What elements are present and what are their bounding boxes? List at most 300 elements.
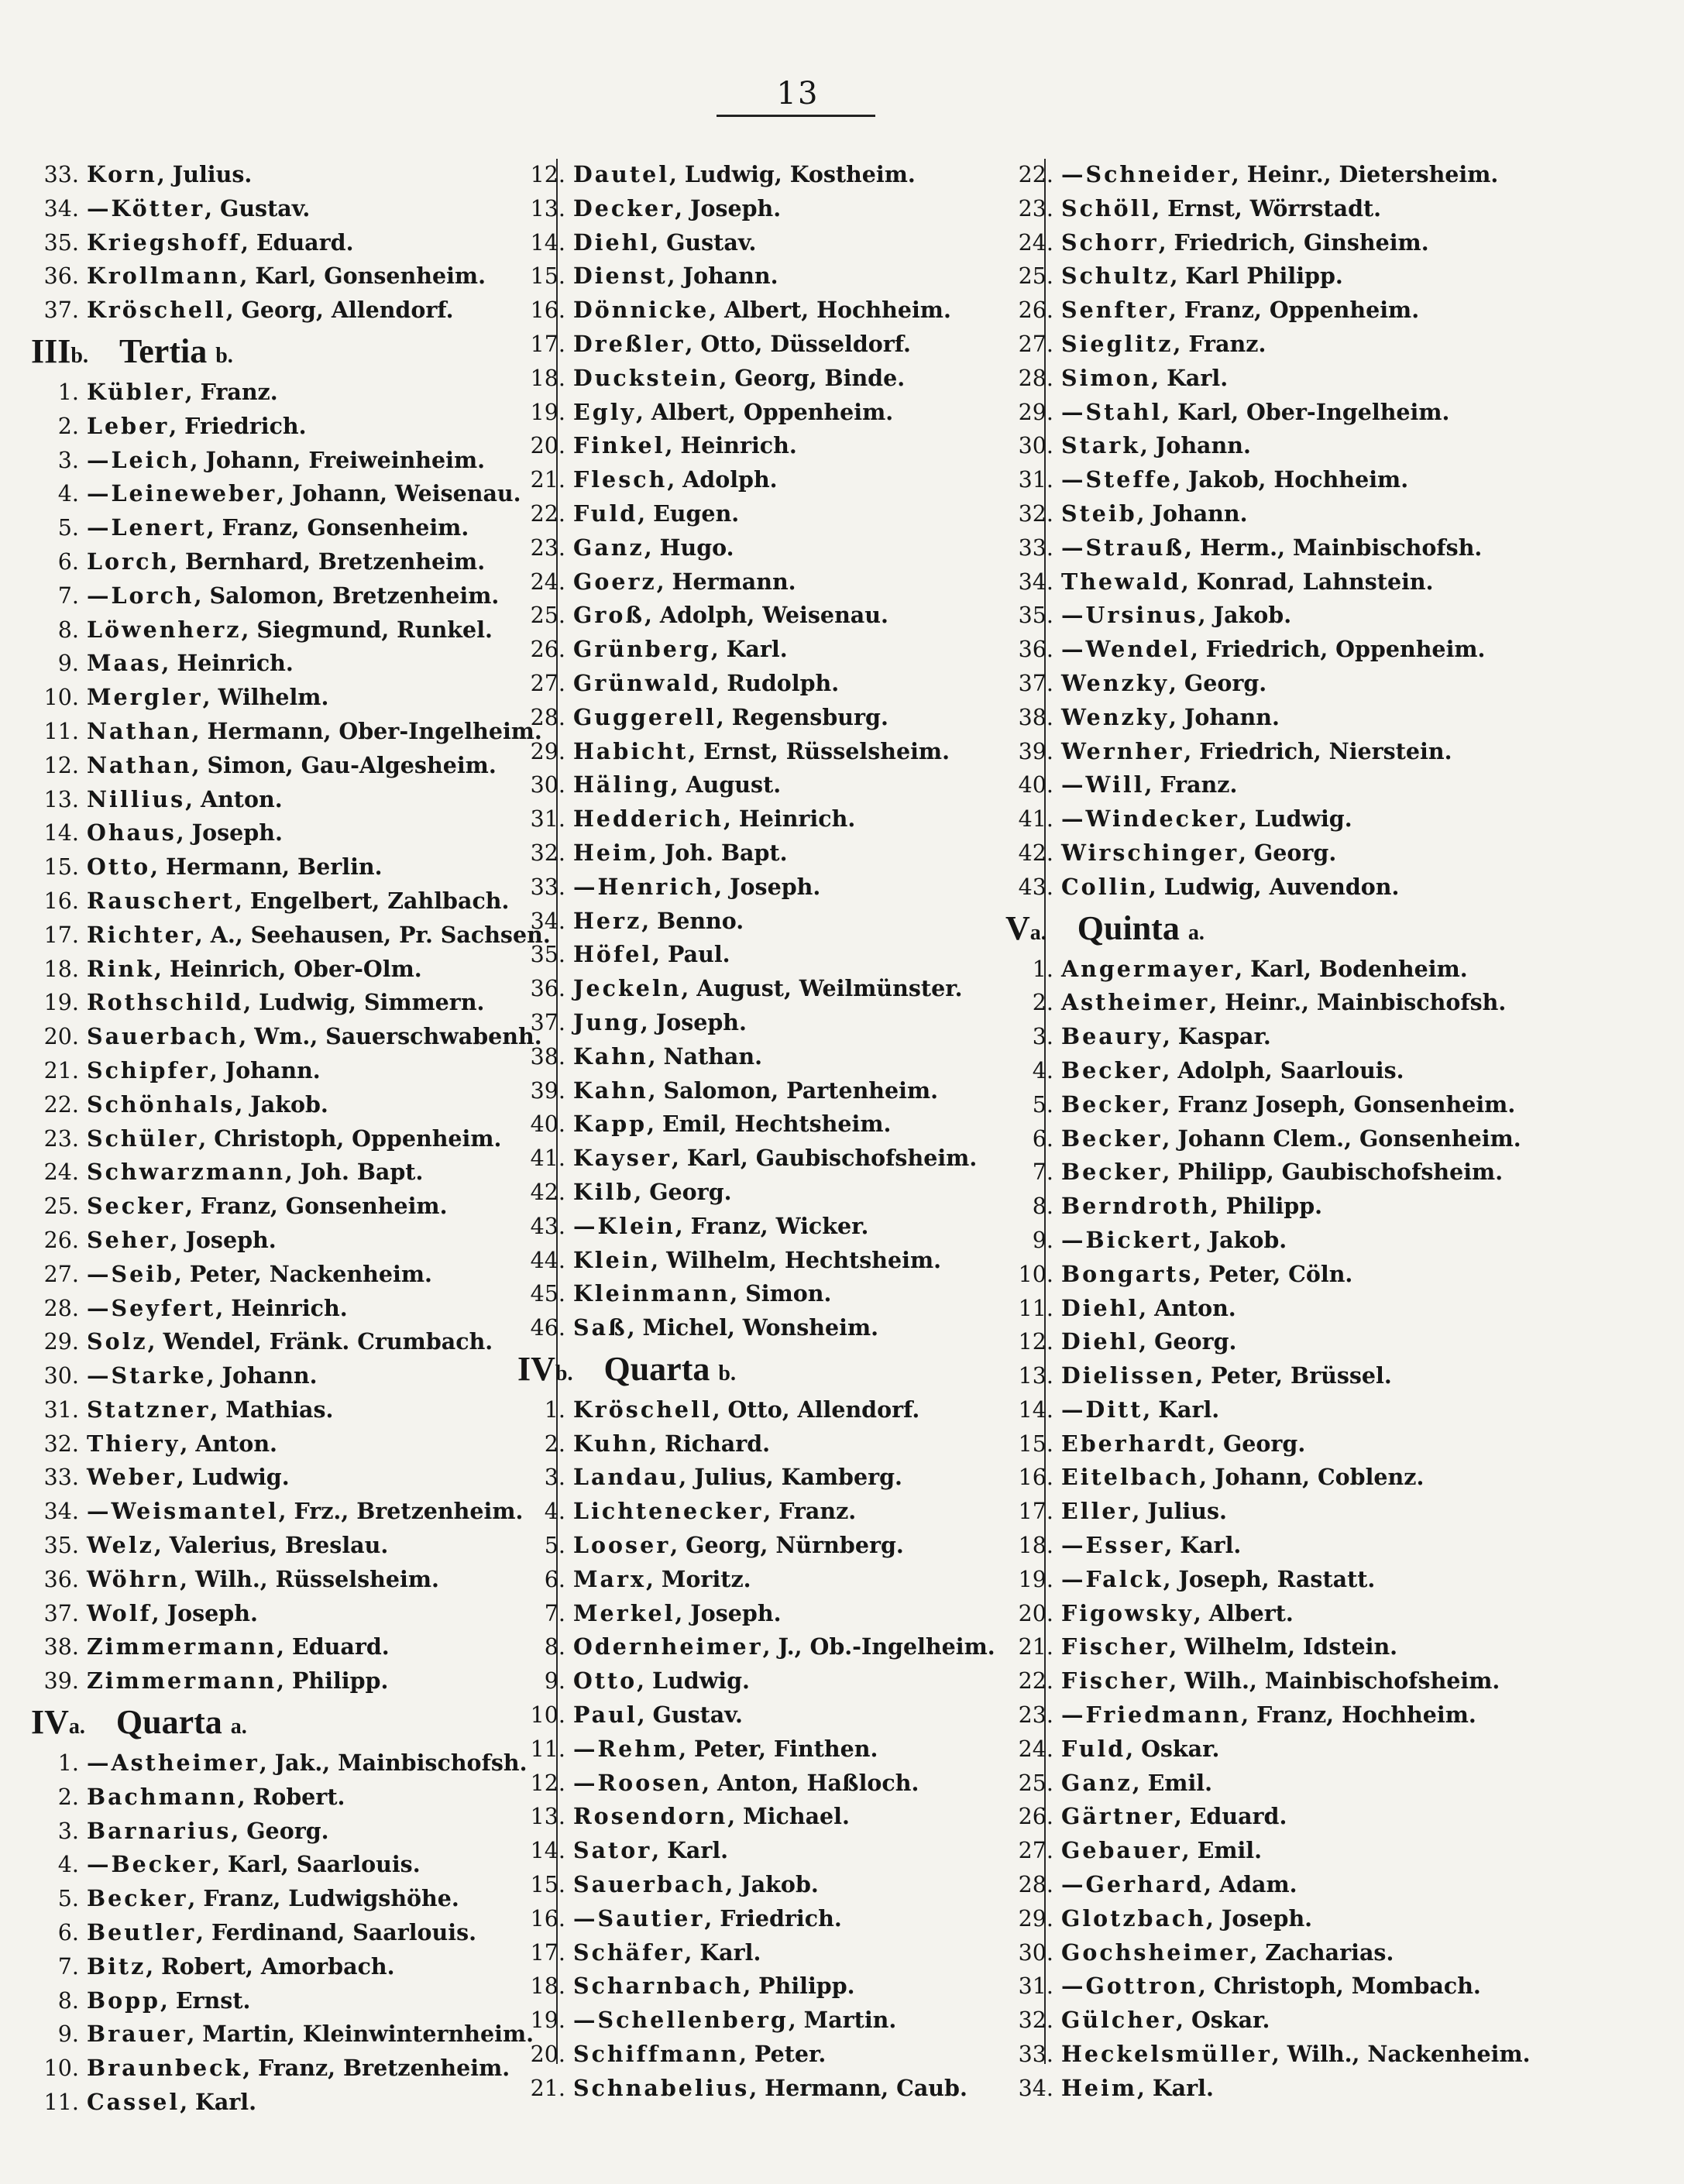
- entry-number: 21.: [530, 2075, 565, 2101]
- entry-surname: Zimmermann: [87, 1667, 277, 1695]
- entry-details: , Jakob.: [1198, 602, 1292, 629]
- entry-number: 25.: [1018, 263, 1053, 290]
- entry-number: 46.: [530, 1315, 565, 1341]
- student-entry: [1005, 259, 1672, 294]
- entry-details: , Hermann, Berlin.: [150, 853, 383, 881]
- student-entry: [517, 1311, 1038, 1345]
- student-entry: [517, 1767, 1038, 1801]
- student-entry: [1005, 294, 1672, 328]
- entry-details: , Anton.: [180, 1430, 277, 1457]
- entry-number: 32.: [530, 840, 565, 866]
- entry-details: , Johann.: [667, 263, 778, 290]
- entry-number: 44.: [530, 1247, 565, 1273]
- entry-details: , Johann Clem., Gonsenheim.: [1162, 1125, 1521, 1152]
- entry-details: , Michael.: [727, 1803, 850, 1830]
- entry-number: 33.: [1018, 2041, 1053, 2068]
- entry-surname: Zimmermann: [87, 1633, 277, 1660]
- entry-surname: Leber: [87, 412, 170, 439]
- entry-number: 10.: [1018, 1261, 1053, 1287]
- entry-number: 29.: [1018, 399, 1053, 425]
- entry-number: 41.: [1018, 806, 1053, 833]
- entry-surname: Richter: [87, 921, 195, 948]
- student-entry: [31, 1427, 550, 1461]
- entry-surname: Gülcher: [1061, 2007, 1177, 2034]
- entry-surname: Astheimer: [1061, 989, 1210, 1016]
- entry-surname: —Stahl: [1061, 398, 1163, 425]
- entry-surname: Wirschinger: [1061, 839, 1239, 866]
- entry-surname: Beaury: [1061, 1023, 1163, 1050]
- entry-number: 16.: [530, 297, 565, 324]
- entry-number: 15.: [43, 854, 79, 881]
- section-roman: V: [1005, 908, 1030, 947]
- entry-details: , Wilhelm.: [202, 684, 329, 711]
- entry-details: , Konrad, Lahnstein.: [1181, 568, 1434, 595]
- entry-details: , Ernst.: [160, 1987, 251, 2014]
- entry-details: , Karl, Ober-Ingelheim.: [1162, 398, 1450, 425]
- entry-number: 29.: [43, 1329, 79, 1355]
- entry-number: 23.: [1018, 195, 1053, 221]
- student-entry: [31, 1848, 550, 1882]
- section-roman-suffix: a.: [1029, 920, 1046, 945]
- entry-surname: Wenzky: [1061, 703, 1170, 730]
- entry-surname: Lorch: [87, 548, 170, 575]
- entry-number: 26.: [43, 1227, 79, 1253]
- entry-number: 22.: [530, 500, 565, 527]
- entry-details: , Joseph.: [714, 873, 821, 900]
- entry-number: 22.: [1018, 1668, 1053, 1695]
- section-heading: [1005, 905, 1672, 953]
- student-entry: [31, 579, 550, 613]
- entry-number: 31.: [1018, 1973, 1053, 2000]
- section-class-number: [1005, 905, 1046, 957]
- entry-details: , Karl.: [1164, 1532, 1242, 1559]
- entry-details: , Joh. Bapt.: [649, 839, 788, 866]
- entry-details: , Frz., Bretzenheim.: [278, 1498, 524, 1525]
- entry-details: , Karl Philipp.: [1170, 263, 1343, 290]
- entry-surname: Kröschell: [87, 297, 226, 324]
- entry-number: 21.: [1018, 1634, 1053, 1660]
- entry-number: 9.: [57, 2021, 79, 2048]
- student-entry: [31, 1664, 550, 1698]
- entry-details: , Bernhard, Bretzenheim.: [170, 548, 486, 575]
- student-entry: [1005, 429, 1672, 463]
- student-entry: [1005, 531, 1672, 565]
- entry-surname: Glotzbach: [1061, 1904, 1206, 1932]
- entry-details: , August, Weilmünster.: [681, 975, 963, 1002]
- entry-number: 33.: [1018, 534, 1053, 561]
- student-entry: [517, 871, 1038, 905]
- entry-surname: Ohaus: [87, 819, 177, 846]
- student-entry: [1005, 396, 1672, 430]
- student-entry: [31, 2017, 550, 2052]
- entry-number: 19.: [530, 399, 565, 425]
- entry-surname: Heckelsmüller: [1061, 2041, 1272, 2068]
- entry-number: 29.: [1018, 1905, 1053, 1932]
- entry-surname: Schwarzmann: [87, 1159, 285, 1186]
- entry-details: , Wilhelm, Idstein.: [1169, 1633, 1398, 1660]
- entry-surname: Kahn: [573, 1042, 648, 1070]
- entry-number: 32.: [1018, 2007, 1053, 2034]
- entry-number: 27.: [43, 1261, 79, 1287]
- entry-number: 8.: [57, 616, 79, 643]
- entry-surname: Kübler: [87, 378, 185, 405]
- entry-details: , Wilh., Nackenheim.: [1271, 2041, 1531, 2068]
- entry-surname: Bachmann: [87, 1783, 238, 1810]
- entry-details: , Johann.: [206, 1362, 318, 1389]
- student-entry: [1005, 1868, 1672, 1902]
- entry-details: , Eduard.: [1174, 1803, 1287, 1830]
- student-entry: [31, 715, 550, 749]
- student-entry: [517, 633, 1038, 667]
- student-entry: [517, 1597, 1038, 1631]
- entry-number: 22.: [1018, 162, 1053, 187]
- entry-details: , Adolph.: [667, 466, 778, 493]
- section-class-name: [116, 1698, 247, 1751]
- entry-surname: Kleinmann: [573, 1280, 730, 1307]
- student-entry: [517, 259, 1038, 294]
- entry-details: , Friedrich.: [704, 1904, 842, 1932]
- entry-surname: Looser: [573, 1532, 671, 1559]
- entry-surname: Herz: [573, 907, 642, 934]
- student-entry: [517, 938, 1038, 972]
- entry-number: 5.: [1032, 1091, 1053, 1118]
- entry-surname: Egly: [573, 398, 637, 425]
- entry-surname: Merkel: [573, 1599, 675, 1626]
- entry-details: , Eduard.: [240, 228, 354, 256]
- entry-number: 19.: [43, 990, 79, 1016]
- entry-surname: Senfter: [1061, 297, 1170, 324]
- entry-surname: Dreßler: [573, 330, 686, 357]
- entry-number: 39.: [43, 1668, 79, 1695]
- section-class-number: [517, 1345, 572, 1398]
- entry-surname: Diehl: [1061, 1328, 1139, 1355]
- entry-surname: Sauerbach: [573, 1871, 726, 1898]
- entry-surname: —Klein: [573, 1212, 675, 1239]
- entry-number: 31.: [43, 1396, 79, 1423]
- entry-surname: Höfel: [573, 941, 653, 968]
- entry-details: , Karl, Bodenheim.: [1235, 955, 1468, 982]
- student-entry: [1005, 701, 1672, 735]
- entry-surname: Kapp: [573, 1111, 648, 1138]
- entry-number: 19.: [1018, 1566, 1053, 1592]
- entry-details: , Anton, Haßloch.: [702, 1769, 919, 1796]
- entry-surname: Eller: [1061, 1498, 1132, 1525]
- entry-number: 4.: [57, 481, 79, 507]
- entry-number: 30.: [43, 1363, 79, 1389]
- entry-details: , Heinr., Mainbischofsh.: [1209, 989, 1507, 1016]
- entry-number: 26.: [1018, 297, 1053, 324]
- entry-details: , Ernst, Wörrstadt.: [1152, 194, 1382, 221]
- entry-number: 35.: [1018, 603, 1053, 629]
- section-roman-suffix: a.: [68, 1715, 85, 1739]
- entry-surname: Schiffmann: [573, 2041, 740, 2068]
- entry-details: , Franz.: [1144, 771, 1238, 798]
- student-entry: [1005, 1427, 1672, 1461]
- student-entry: [517, 701, 1038, 735]
- entry-number: 12.: [43, 752, 79, 778]
- entry-details: , Martin, Kleinwinternheim.: [187, 2021, 534, 2048]
- entry-details: , Albert, Oppenheim.: [636, 398, 894, 425]
- entry-number: 28.: [1018, 365, 1053, 391]
- student-entry: [517, 1107, 1038, 1142]
- column-left: [31, 158, 550, 2120]
- entry-number: 17.: [43, 922, 79, 948]
- entry-surname: —Friedmann: [1061, 1702, 1242, 1729]
- entry-surname: Becker: [1061, 1125, 1163, 1152]
- entry-details: , Paul.: [652, 941, 730, 968]
- entry-number: 21.: [43, 1057, 79, 1083]
- entry-details: , Nathan.: [648, 1042, 763, 1070]
- entry-number: 2.: [57, 413, 79, 439]
- entry-surname: Cassel: [87, 2089, 180, 2116]
- student-entry: [517, 1732, 1038, 1767]
- entry-surname: Figowsky: [1061, 1599, 1194, 1626]
- entry-surname: Hedderich: [573, 805, 723, 833]
- entry-number: 33.: [43, 1465, 79, 1491]
- entry-number: 14.: [43, 820, 79, 846]
- student-entry: [31, 1781, 550, 1815]
- entry-surname: Fuld: [573, 500, 638, 527]
- section-name-suffix: b.: [215, 343, 233, 368]
- entry-number: 4.: [57, 1852, 79, 1878]
- entry-details: , Moritz.: [646, 1565, 751, 1592]
- section-name: Quinta: [1077, 908, 1180, 947]
- entry-details: , Karl.: [1143, 1396, 1220, 1423]
- student-entry: [31, 1882, 550, 1916]
- entry-surname: Groß: [573, 602, 645, 629]
- entry-surname: —Will: [1061, 771, 1145, 798]
- entry-number: 6.: [57, 548, 79, 575]
- entry-surname: Guggerell: [573, 703, 717, 730]
- entry-details: , Herm., Mainbischofsh.: [1184, 534, 1483, 561]
- entry-details: , Heinrich.: [723, 805, 856, 833]
- student-entry: [517, 1969, 1038, 2004]
- student-entry: [31, 816, 550, 850]
- entry-number: 3.: [1032, 1024, 1053, 1050]
- entry-details: , Ludwig.: [637, 1667, 750, 1695]
- student-entry: [1005, 1800, 1672, 1834]
- entry-number: 21.: [530, 467, 565, 493]
- entry-number: 36.: [43, 1566, 79, 1592]
- student-entry: [1005, 1122, 1672, 1156]
- student-entry: [1005, 1292, 1672, 1326]
- entry-details: , Peter, Cöln.: [1193, 1260, 1353, 1287]
- entry-surname: Sieglitz: [1061, 330, 1174, 357]
- entry-surname: Odernheimer: [573, 1633, 763, 1660]
- student-entry: [1005, 1461, 1672, 1495]
- entry-number: 45.: [530, 1281, 565, 1307]
- entry-details: , Franz, Bretzenheim.: [242, 2055, 510, 2082]
- student-entry: [1005, 986, 1672, 1020]
- entry-details: , Adolph, Weisenau.: [644, 602, 888, 629]
- student-entry: [31, 1529, 550, 1563]
- student-entry: [517, 226, 1038, 260]
- entry-number: 9.: [544, 1668, 565, 1695]
- entry-surname: Kahn: [573, 1077, 648, 1104]
- entry-details: , Karl, Saarlouis.: [211, 1851, 421, 1878]
- entry-number: 3.: [57, 1818, 79, 1844]
- entry-surname: Nathan: [87, 717, 192, 744]
- entry-details: , Mathias.: [210, 1396, 334, 1423]
- entry-surname: Ganz: [1061, 1769, 1132, 1796]
- entry-number: 39.: [530, 1077, 565, 1104]
- student-entry: [31, 1224, 550, 1258]
- entry-number: 17.: [530, 331, 565, 357]
- student-entry: [517, 1142, 1038, 1176]
- entry-details: , Wilh., Mainbischofsheim.: [1169, 1667, 1500, 1695]
- entry-number: 25.: [530, 603, 565, 629]
- student-entry: [517, 463, 1038, 497]
- entry-details: , Gustav.: [637, 1702, 743, 1729]
- entry-number: 16.: [43, 888, 79, 914]
- entry-details: , Franz, Gonsenheim.: [184, 1193, 448, 1220]
- entry-number: 32.: [1018, 500, 1053, 527]
- entry-number: 13.: [43, 786, 79, 812]
- entry-details: , Karl.: [684, 1938, 761, 1966]
- student-entry: [517, 1800, 1038, 1834]
- entry-details: , Friedrich, Ginsheim.: [1158, 228, 1429, 256]
- entry-details: , Benno.: [641, 907, 744, 934]
- entry-number: 31.: [1018, 467, 1053, 493]
- entry-number: 36.: [1018, 637, 1053, 663]
- entry-surname: Krollmann: [87, 263, 240, 290]
- entry-details: , Philipp.: [743, 1973, 855, 2000]
- entry-details: , Robert, Amorbach.: [146, 1952, 395, 1980]
- student-entry: [517, 1277, 1038, 1311]
- entry-details: , Karl.: [651, 1837, 729, 1864]
- student-entry: [517, 1563, 1038, 1597]
- student-entry: [1005, 1359, 1672, 1393]
- entry-number: 3.: [57, 447, 79, 473]
- entry-number: 2.: [544, 1430, 565, 1457]
- student-entry: [517, 1495, 1038, 1529]
- entry-number: 7.: [57, 582, 79, 609]
- entry-surname: Otto: [573, 1667, 638, 1695]
- entry-surname: Flesch: [573, 466, 668, 493]
- entry-number: 16.: [530, 1905, 565, 1932]
- entry-surname: Becker: [1061, 1159, 1163, 1186]
- entry-details: , Wm., Sauerschwabenh.: [239, 1023, 542, 1050]
- entry-surname: Welz: [87, 1532, 154, 1559]
- entry-surname: Weber: [87, 1464, 177, 1491]
- entry-number: 37.: [43, 1600, 79, 1626]
- entry-surname: Gochsheimer: [1061, 1938, 1250, 1966]
- entry-number: 26.: [1018, 1804, 1053, 1830]
- entry-number: 30.: [530, 772, 565, 798]
- student-entry: [517, 802, 1038, 836]
- student-entry: [31, 477, 550, 511]
- entry-details: , Oskar.: [1176, 2007, 1270, 2034]
- entry-number: 9.: [57, 651, 79, 677]
- entry-number: 1.: [57, 379, 79, 405]
- student-entry: [517, 1936, 1038, 1970]
- entry-number: 37.: [43, 297, 79, 324]
- student-entry: [1005, 1088, 1672, 1122]
- entry-number: 15.: [530, 263, 565, 290]
- student-entry: [517, 1427, 1038, 1461]
- column-middle: [517, 158, 1038, 2106]
- entry-details: , Joseph.: [151, 1599, 258, 1626]
- entry-number: 36.: [43, 263, 79, 290]
- entry-number: 34.: [1018, 568, 1053, 595]
- entry-details: , Johann, Coblenz.: [1199, 1464, 1425, 1491]
- student-entry: [1005, 1698, 1672, 1732]
- entry-details: , Heinrich, Ober-Olm.: [153, 955, 422, 982]
- student-entry: [1005, 953, 1672, 987]
- entry-surname: Paul: [573, 1702, 638, 1729]
- entry-number: 25.: [43, 1193, 79, 1220]
- entry-details: , Peter, Brüssel.: [1195, 1362, 1392, 1389]
- entry-surname: Schönhals: [87, 1090, 235, 1118]
- entry-details: , Ludwig, Kostheim.: [669, 161, 916, 187]
- student-entry: [517, 905, 1038, 939]
- entry-surname: Lichtenecker: [573, 1498, 764, 1525]
- student-entry: [31, 1054, 550, 1088]
- entry-number: 12.: [530, 162, 565, 187]
- entry-details: , Wilhelm, Hechtsheim.: [651, 1246, 942, 1273]
- entry-details: , Adolph, Saarlouis.: [1162, 1056, 1404, 1083]
- entry-number: 27.: [1018, 1838, 1053, 1864]
- entry-surname: —Schellenberg: [573, 2007, 789, 2034]
- entry-surname: Wernher: [1061, 737, 1184, 764]
- entry-surname: Berndroth: [1061, 1193, 1211, 1220]
- section-roman: III: [31, 331, 71, 370]
- entry-surname: Jeckeln: [573, 975, 682, 1002]
- entry-number: 5.: [544, 1533, 565, 1559]
- entry-number: 26.: [530, 637, 565, 663]
- entry-number: 29.: [530, 738, 565, 764]
- entry-details: , Heinrich.: [161, 650, 294, 677]
- student-entry: [31, 1950, 550, 1984]
- student-entry: [1005, 158, 1672, 192]
- entry-surname: —Sautier: [573, 1904, 705, 1932]
- student-entry: [31, 1630, 550, 1664]
- entry-number: 6.: [1032, 1125, 1053, 1152]
- entry-surname: Otto: [87, 853, 151, 881]
- entry-surname: Schipfer: [87, 1056, 210, 1083]
- entry-details: , Georg, Allendorf.: [225, 297, 454, 324]
- student-entry: [1005, 362, 1672, 396]
- student-entry: [517, 836, 1038, 871]
- entry-surname: Goerz: [573, 568, 657, 595]
- section-roman: IV: [31, 1703, 69, 1742]
- entry-surname: Bitz: [87, 1952, 146, 1980]
- entry-number: 14.: [530, 1838, 565, 1864]
- entry-number: 39.: [1018, 738, 1053, 764]
- entry-details: , Emil.: [1132, 1769, 1213, 1796]
- entry-details: , Otto, Allendorf.: [712, 1396, 920, 1423]
- entry-details: , Robert.: [237, 1783, 345, 1810]
- entry-surname: Gärtner: [1061, 1803, 1174, 1830]
- entry-surname: Collin: [1061, 873, 1149, 900]
- entry-surname: Heim: [1061, 2074, 1138, 2101]
- section-roman-suffix: b.: [555, 1361, 573, 1386]
- entry-number: 35.: [43, 229, 79, 256]
- student-entry: [1005, 1258, 1672, 1292]
- entry-details: , Georg.: [1208, 1430, 1306, 1457]
- entry-number: 23.: [1018, 1702, 1053, 1729]
- student-entry: [517, 1834, 1038, 1868]
- entry-surname: Seher: [87, 1226, 170, 1253]
- entry-surname: Löwenherz: [87, 616, 242, 643]
- entry-surname: —Gerhard: [1061, 1871, 1205, 1898]
- student-entry: [1005, 1393, 1672, 1427]
- entry-details: , Gustav.: [651, 228, 757, 256]
- student-entry: [1005, 1732, 1672, 1767]
- entry-number: 35.: [43, 1533, 79, 1559]
- student-entry: [31, 410, 550, 444]
- entry-details: , Adam.: [1204, 1871, 1297, 1898]
